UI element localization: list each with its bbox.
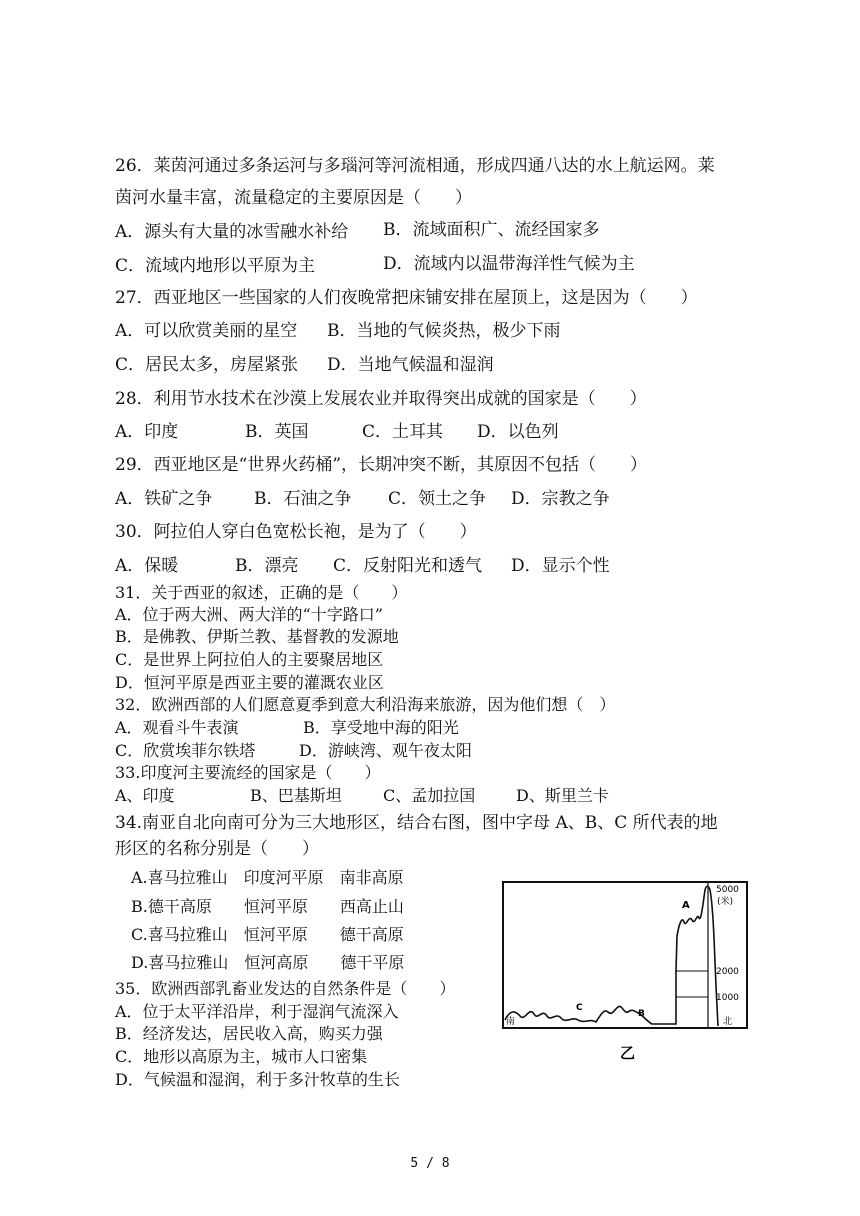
q26-option-d: D．流域内以温带海洋性气候为主 [383,254,635,274]
q29-option-d: D．宗教之争 [511,489,610,509]
q30-stem: 30．阿拉伯人穿白色宽松长袍，是为了（ ） [115,522,477,542]
q35-option-c: C．地形以高原为主，城市人口密集 [115,1047,368,1066]
q30-option-c: C．反射阳光和透气 [333,556,483,576]
q35-stem: 35．欧洲西部乳畜业发达的自然条件是（ ） [115,979,456,998]
q27-option-b: B．当地的气候炎热，极少下雨 [327,321,561,341]
elevation-label-5000: 5000 [716,885,739,895]
q35-option-b: B．经济发达，居民收入高，购买力强 [115,1024,383,1043]
q33-option-c: C、孟加拉国 [383,786,476,805]
q33-option-d: D、斯里兰卡 [516,786,609,805]
terrain-profile-diagram [498,876,758,1076]
q34-option-a: A.喜马拉雅山 印度河平原 南非高原 [131,868,404,887]
point-label-c: C [576,1003,583,1013]
q28-option-a: A．印度 [115,422,179,442]
elevation-label-2000: 2000 [716,967,739,977]
q28-option-c: C．土耳其 [362,422,444,442]
q31-option-c: C．是世界上阿拉伯人的主要聚居地区 [115,650,384,669]
q28-option-d: D．以色列 [477,422,559,442]
q35-option-a: A．位于太平洋沿岸，利于湿润气流深入 [115,1002,399,1021]
page-number: 5 / 8 [410,1156,450,1171]
q29-option-b: B．石油之争 [254,489,352,509]
figure-frame [503,882,747,1028]
q32-option-a: A．观看斗牛表演 [115,718,239,737]
q29-stem: 29．西亚地区是“世界火药桶”，长期冲突不断，其原因不包括（ ） [115,455,648,475]
q26-stem-line1: 26．莱茵河通过多条运河与多瑙河等河流相通，形成四通八达的水上航运网。莱 [115,156,715,176]
q30-option-d: D．显示个性 [511,556,610,576]
figure-caption: 乙 [620,1044,636,1062]
q31-option-d: D．恒河平原是西亚主要的灌溉农业区 [115,673,384,692]
q32-option-b: B．享受地中海的阳光 [303,718,459,737]
elevation-label-1000: 1000 [716,993,739,1003]
point-label-a: A [682,900,690,911]
q30-option-b: B．漂亮 [235,556,299,576]
q34-stem-line1: 34.南亚自北向南可分为三大地形区，结合右图，图中字母 A、B、C 所代表的地 [115,813,718,833]
q31-option-b: B．是佛教、伊斯兰教、基督教的发源地 [115,627,399,646]
q26-option-c: C．流域内地形以平原为主 [115,256,316,276]
q33-option-b: B、巴基斯坦 [250,786,342,805]
q29-option-a: A．铁矿之争 [115,489,213,509]
elevation-unit-label: (米) [717,897,734,907]
direction-north-label: 北 [723,1017,733,1027]
q27-option-a: A．可以欣赏美丽的星空 [115,321,298,341]
q27-option-c: C．居民太多，房屋紧张 [115,355,299,375]
q26-stem-line2: 茵河水量丰富，流量稳定的主要原因是（ ） [115,188,472,208]
q28-option-b: B．英国 [245,422,309,442]
q32-stem: 32．欧洲西部的人们愿意夏季到意大利沿海来旅游，因为他们想（ ） [115,695,616,714]
q35-option-d: D．气候温和湿润，利于多汁牧草的生长 [115,1070,400,1089]
direction-south-label: 南 [506,1017,516,1027]
q26-option-b: B．流域面积广、流经国家多 [383,220,600,240]
q27-option-d: D．当地气候温和湿润 [327,355,494,375]
q34-option-d: D.喜马拉雅山 恒河高原 德干平原 [131,953,405,972]
q34-stem-line2: 形区的名称分别是（ ） [115,839,319,859]
q32-option-d: D．游峡湾、观午夜太阳 [299,741,472,760]
q31-option-a: A．位于两大洲、两大洋的“十字路口” [115,605,383,624]
q26-option-a: A．源头有大量的冰雪融水补给 [115,222,349,242]
q32-option-c: C．欣赏埃菲尔铁塔 [115,741,256,760]
terrain-profile-figure [498,876,758,1076]
q28-stem: 28．利用节水技术在沙漠上发展农业并取得突出成就的国家是（ ） [115,389,647,409]
q27-stem: 27．西亚地区一些国家的人们夜晚常把床铺安排在屋顶上，这是因为（ ） [115,288,698,308]
q34-option-c: C.喜马拉雅山 恒河平原 德干高原 [131,925,404,944]
q31-stem: 31．关于西亚的叙述，正确的是（ ） [115,583,408,602]
q33-option-a: A、印度 [115,786,175,805]
q30-option-a: A．保暖 [115,556,179,576]
point-label-b: B [638,1009,645,1019]
q34-option-b: B.德干高原 恒河平原 西高止山 [131,897,404,916]
q29-option-c: C．领土之争 [388,489,487,509]
q33-stem: 33.印度河主要流经的国家是（ ） [115,763,381,782]
